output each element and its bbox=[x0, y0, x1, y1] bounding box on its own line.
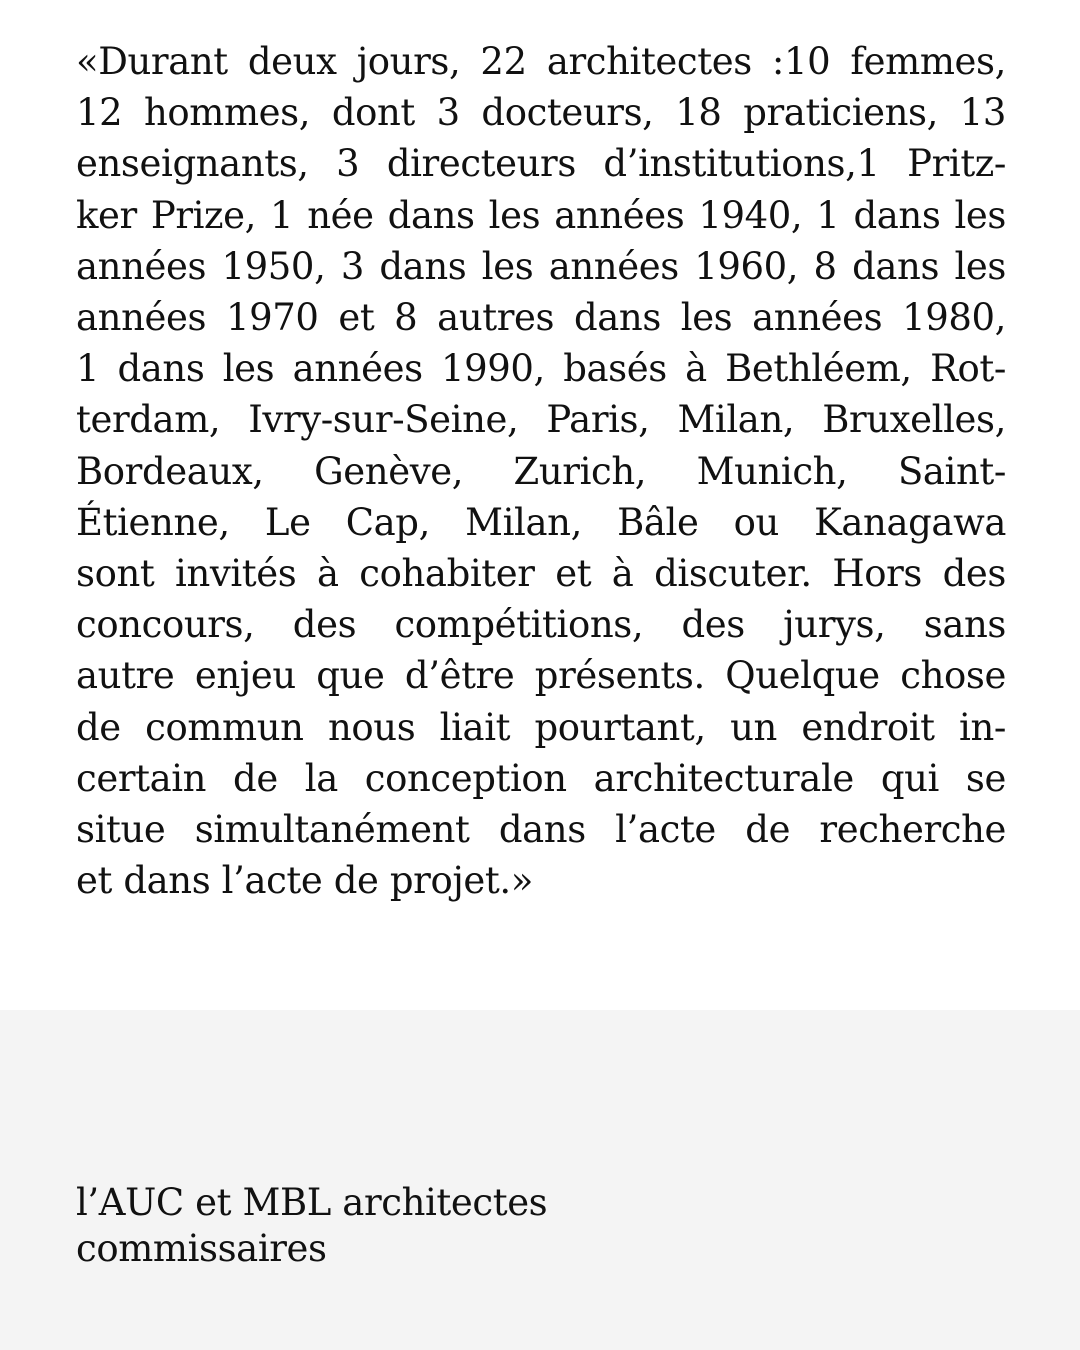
quote-line: terdam, Ivry-sur-Seine, Paris, Milan, Bruxelles, bbox=[76, 398, 1006, 442]
quote-line: autre enjeu que d’être présents. Quelque chose bbox=[76, 654, 1006, 698]
quote-line: Bordeaux, Genève, Zurich, Munich, Saint- bbox=[76, 449, 1006, 493]
quote-line: années 1950, 3 dans les années 1960, 8 dans les bbox=[76, 244, 1006, 288]
quote-line: 1 dans les années 1990, basés à Bethléem, Rot- bbox=[76, 347, 1006, 391]
credit-section bbox=[0, 1010, 1080, 1350]
quote-line: Étienne, Le Cap, Milan, Bâle ou Kanagawa bbox=[76, 500, 1006, 544]
quote-line: 12 hommes, dont 3 docteurs, 18 praticiens, 13 bbox=[76, 91, 1006, 135]
quote-line-last: et dans l’acte de projet.» bbox=[76, 859, 533, 903]
credit-role: commissaires bbox=[76, 1227, 327, 1270]
quote-line: concours, des compétitions, des jurys, sans bbox=[76, 603, 1006, 647]
quote-line: de commun nous liait pourtant, un endroit in- bbox=[76, 705, 1006, 749]
quote-paragraph bbox=[76, 36, 1006, 906]
quote-line: certain de la conception architecturale qui se bbox=[76, 756, 1006, 800]
quote-line: situe simultanément dans l’acte de recherche bbox=[76, 808, 1006, 852]
quote-line: années 1970 et 8 autres dans les années 1980, bbox=[76, 296, 1006, 340]
credit-block bbox=[76, 1180, 547, 1272]
quote-line: enseignants, 3 directeurs d’institutions,1 Pritz- bbox=[76, 142, 1006, 186]
quote-line: «Durant deux jours, 22 architectes :10 femmes, bbox=[76, 40, 1006, 83]
quote-line: ker Prize, 1 née dans les années 1940, 1 dans les bbox=[76, 193, 1006, 237]
quote-line: sont invités à cohabiter et à discuter. Hors des bbox=[76, 552, 1006, 596]
credit-authors: l’AUC et MBL architectes bbox=[76, 1181, 548, 1224]
